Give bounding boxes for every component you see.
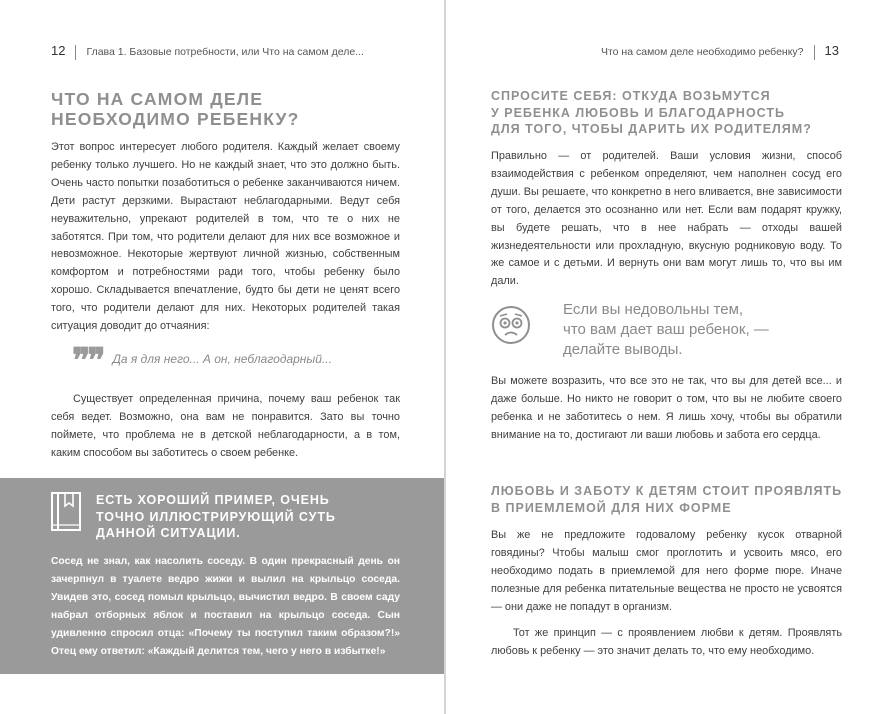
right-heading-1 (491, 88, 812, 138)
callout-block (491, 300, 851, 358)
right-heading-2-line-1: ЛЮБОВЬ И ЗАБОТУ К ДЕТЯМ СТОИТ ПРОЯВЛЯТЬ (491, 484, 843, 498)
left-paragraph-1: Этот вопрос интересует любого родителя. Каждый желает своему ребенку только лучшего. Но не каждый знает, что это должно быть. Очень часто попытки позаботиться о ребенке заканчиваются ничем. Дети растут дерзкими. Вырастают неблагодарными. Ведут себя неуважительно, упрекают родителей в том, что те о них не заботятся. При том, что родители делают для них все возможное и невозможное. Некоторые жертвуют личной жизнью, собственным комфортом и потребностями ради того, чтобы ребенку было хорошо. Складывается впечатление, будто бы дети не ценят всего того, что родители делают для них. Некоторых родителей такая ситуация доводит до отчаяния: (51, 141, 400, 333)
right-heading-1-line-2: У РЕБЕНКА ЛЮБОВЬ И БЛАГОДАРНОСТЬ (491, 105, 786, 120)
book-icon (50, 492, 84, 532)
right-heading-2-line-2: В ПРИЕМЛЕМОЙ ДЛЯ НИХ ФОРМЕ (491, 500, 732, 515)
left-paragraph-2: Существует определенная причина, почему ваш ребенок так себя ведет. Возможно, она вам не понравится. Зато вы точно поймете, что проблема не в детской неблагодарности, а в том, каким способом вы заботитесь о своем ребенке. (51, 393, 400, 459)
callout-line-2: что вам дает ваш ребенок, — (563, 321, 769, 338)
left-heading (51, 89, 300, 129)
example-box (0, 478, 445, 674)
right-page (446, 0, 891, 714)
running-head-divider (75, 45, 76, 60)
example-box-text: Сосед не знал, как насолить соседу. В один прекрасный день он зачерпнул в туалете ведро жижи и вылил на крыльцо соседа. Увидев это, сосед помыл крыльцо, вычистил ведро. В своем саду набрал отборных яблок и поставил на крыльцо соседа. Сын удивленно спросил отца: «Почему ты поступил таким образом?!» Отец ему ответил: «Каждый делится тем, чего у него в избытке!» (51, 556, 400, 657)
right-running-head-text: Что на самом деле необходимо ребенку? (600, 46, 804, 58)
callout-text (563, 300, 769, 360)
right-heading-2 (491, 483, 842, 516)
left-heading-line-2: НЕОБХОДИМО РЕБЕНКУ? (51, 109, 300, 129)
right-heading-1-line-3: ДЛЯ ТОГО, ЧТОБЫ ДАРИТЬ ИХ РОДИТЕЛЯМ? (491, 122, 812, 136)
example-title-line-1: ЕСТЬ ХОРОШИЙ ПРИМЕР, ОЧЕНЬ (96, 493, 330, 507)
right-paragraph-1: Правильно — от родителей. Ваши условия жизни, способ взаимодействия с ребенком определяют, чем наполнен сосуд его души. Вы решаете, что конкретно в него вливается, вне зависимости от того, делается это осознанно или нет. Если вам подарят кружку, вы будете решать, что в нее набрать — отходы вашей жизнедеятельности или прохладную, вкусную родниковую воду. То же самое и с детьми. И вернуть они вам могут лишь то, что вы им дали. (491, 150, 842, 288)
running-head-divider (814, 45, 815, 60)
callout-line-3: делайте выводы. (563, 341, 683, 358)
example-title-line-2: ТОЧНО ИЛЛЮСТРИРУЮЩИЙ СУТЬ (96, 509, 336, 524)
left-heading-line-1: ЧТО НА САМОМ ДЕЛЕ (51, 89, 264, 109)
quote-text: Да я для него... А он, неблагодарный... (112, 352, 332, 366)
right-paragraph-4: Тот же принцип — с проявлением любви к детям. Проявлять любовь к ребенку — это значит делать то, что ему необходимо. (491, 627, 842, 657)
example-box-title (96, 492, 386, 542)
quote-block (72, 346, 332, 374)
worried-face-icon (491, 305, 531, 345)
right-page-number: 13 (824, 43, 839, 58)
right-paragraph-2: Вы можете возразить, что все это не так, что вы для детей все... и даже больше. Но никто не говорит о том, что вы не любите своего ребенка и не заботитесь о нем. Я лишь хочу, чтобы вы обратили внимание на то, достигают ли ваши любовь и забота его сердца. (491, 375, 842, 441)
right-heading-1-line-1: СПРОСИТЕ СЕБЯ: ОТКУДА ВОЗЬМУТСЯ (491, 89, 771, 103)
right-paragraph-3: Вы же не предложите годовалому ребенку кусок отварной говядины? Чтобы малыш смог проглотить и усвоить мясо, его необходимо подать в приемлемой для него форме пюре. Иначе полезные для ребенка питательные вещества не просто не усвоятся — они даже не попадут в организм. (491, 529, 842, 613)
example-title-line-3: ДАННОЙ СИТУАЦИИ. (96, 526, 241, 540)
quote-mark-icon: ❞❞ (72, 346, 103, 374)
left-running-head (51, 43, 364, 60)
left-page-number: 12 (51, 43, 66, 58)
right-running-head (601, 43, 839, 60)
left-running-head-text: Глава 1. Базовые потребности, или Что на самом деле... (86, 46, 364, 58)
left-page (0, 0, 445, 714)
callout-line-1: Если вы недовольны тем, (563, 301, 744, 318)
